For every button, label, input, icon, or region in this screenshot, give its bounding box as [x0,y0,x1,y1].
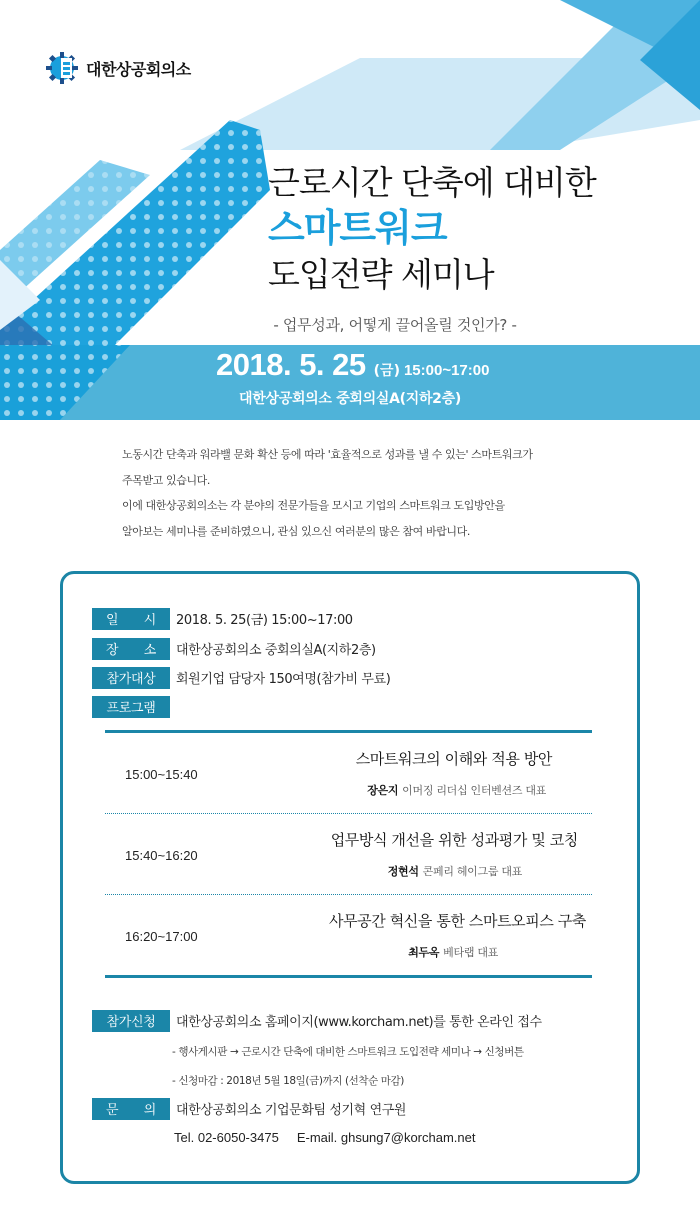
program-bottom-rule [105,975,592,978]
program-session [105,734,592,812]
event-venue: 대한상공회의소 중회의실A(지하2층) [239,391,461,407]
gear-icon [46,52,78,84]
session-speaker [367,782,546,798]
session-divider [105,813,592,814]
detail-row-date [92,607,353,630]
detail-tag-registration: 참가신청 [92,1010,170,1032]
detail-value-contact: 대한상공회의소 기업문화팀 성기혁 연구원 [176,1103,407,1118]
tag-char: 일 [106,613,119,628]
seminar-banner [0,0,700,420]
detail-tag-program: 프로그램 [92,696,170,718]
event-time: 15:00~17:00 [403,362,490,379]
session-title: 사무공간 혁신을 통한 스마트오피스 구축 [328,912,586,930]
tag-char: 소 [143,643,156,658]
speaker-affiliation: 콘페리 헤이그룹 대표 [422,865,522,878]
session-time: 15:40~16:20 [125,848,198,863]
detail-value-audience: 회원기업 담당자 150여명(참가비 무료) [176,672,391,687]
tag-char: 의 [143,1103,156,1118]
detail-row-audience [92,666,390,689]
intro-line: 주목받고 있습니다. [122,473,211,487]
program-session [105,816,592,894]
tag-char: 장 [106,643,119,658]
seminar-subtitle: - 업무성과, 어떻게 끌어올릴 것인가? - [273,316,517,334]
speaker-name: 정현석 [387,865,419,878]
speaker-affiliation: 베타랩 대표 [443,946,498,959]
detail-row-program [92,695,170,718]
detail-tag-audience: 참가대상 [92,667,170,689]
tag-char: 문 [106,1103,119,1118]
speaker-affiliation: 이머징 리더십 인터벤션즈 대표 [402,784,546,797]
detail-tag-contact [92,1098,170,1120]
session-time: 15:00~15:40 [125,767,198,782]
org-name: 대한상공회의소 [86,59,191,79]
detail-tag-place [92,638,170,660]
program-top-rule [105,730,592,733]
event-day: (금) [373,363,400,379]
detail-tag-date [92,608,170,630]
speaker-name: 최두옥 [408,946,440,959]
title-line-1: 근로시간 단축에 대비한 [268,163,596,202]
session-speaker [388,863,522,879]
session-divider [105,894,592,895]
detail-row-contact [92,1097,406,1120]
session-title: 스마트워크의 이해와 적용 방안 [355,750,552,768]
title-line-3: 도입전략 세미나 [268,255,494,294]
session-title: 업무방식 개선을 위한 성과평가 및 코칭 [330,831,578,849]
intro-line: 알아보는 세미나를 준비하였으니, 관심 있으신 여러분의 많은 참여 바랍니다. [122,524,470,538]
intro-text [122,442,602,544]
detail-value-date: 2018. 5. 25(금) 15:00~17:00 [176,613,353,628]
detail-row-place [92,637,376,660]
contact-email[interactable]: E-mail. ghsung7@korcham.net [296,1130,476,1145]
intro-line: 노동시간 단축과 워라밸 문화 확산 등에 따라 '효율적으로 성과를 낼 수 있는' 스마트워크가 [122,448,533,461]
detail-value-registration: 대한상공회의소 홈페이지(www.korcham.net)를 통한 온라인 접수 [176,1015,542,1030]
title-line-2: 스마트워크 [268,206,447,250]
intro-line: 이에 대한상공회의소는 각 분야의 전문가들을 모시고 기업의 스마트워크 도입방안을 [122,499,505,512]
detail-value-place: 대한상공회의소 중회의실A(지하2층) [176,643,376,658]
program-session [105,897,592,975]
session-time: 16:20~17:00 [125,929,198,944]
tag-char: 시 [143,613,156,628]
registration-path-note: - 행사게시판 → 근로시간 단축에 대비한 스마트워크 도입전략 세미나 → 신청버튼 [172,1046,524,1058]
registration-deadline-note: - 신청마감 : 2018년 5월 18일(금)까지 (선착순 마감) [172,1075,404,1087]
contact-tel: Tel. 02-6050-3475 [174,1130,279,1145]
event-date: 2018. 5. 25 [216,347,366,382]
org-logo [46,52,191,84]
event-date-line [216,347,489,383]
detail-row-registration [92,1009,542,1032]
contact-details [174,1130,475,1145]
speaker-name: 장은지 [367,784,399,797]
session-speaker [408,944,498,960]
seminar-title [268,160,688,297]
